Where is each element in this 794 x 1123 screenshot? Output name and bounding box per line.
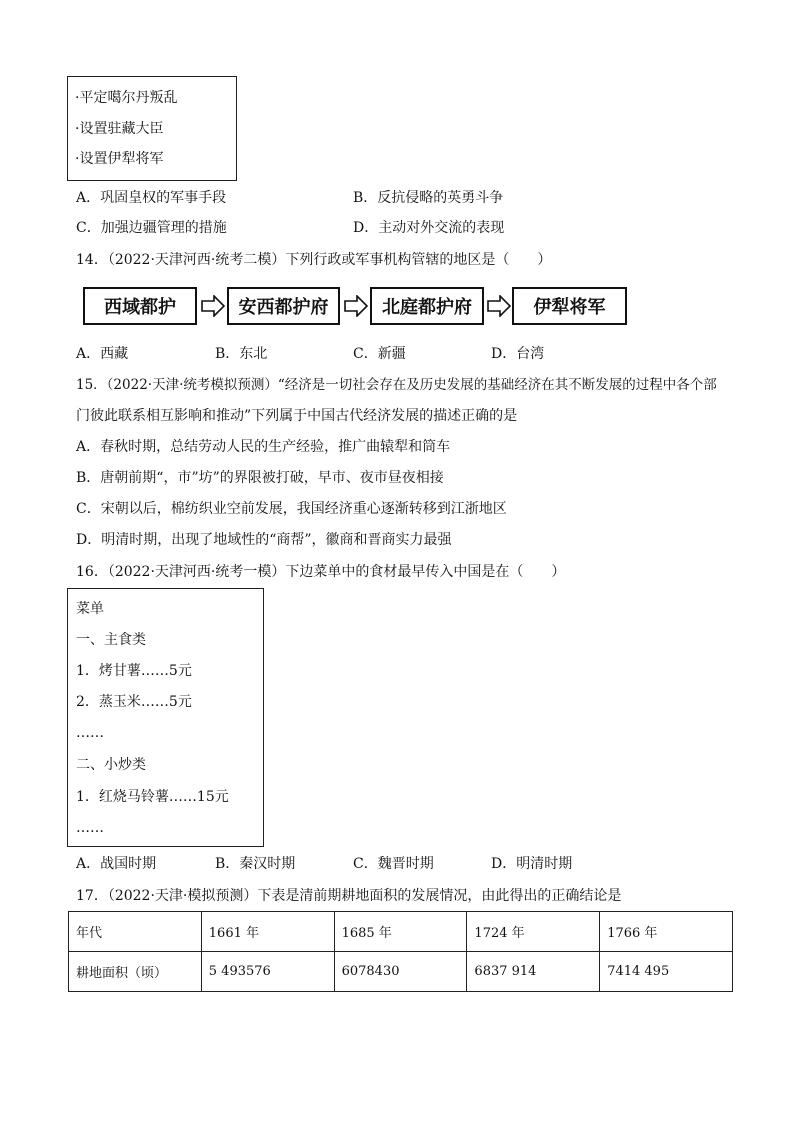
- arrow-right-icon: [344, 295, 368, 317]
- q15-option-c[interactable]: C．宋朝以后，棉纺织业空前发展，我国经济重心逐渐转移到江浙地区: [76, 501, 507, 517]
- flow-box-beiting: 北庭都护府: [370, 287, 484, 325]
- q16-option-c[interactable]: C．魏晋时期: [353, 856, 434, 872]
- table-row: [69, 952, 733, 992]
- menu-title: 菜单: [76, 601, 104, 617]
- table-cell: 5 493576: [201, 952, 334, 992]
- flow-box-yili: 伊犁将军: [512, 287, 627, 325]
- q14-stem: 14．（2022·天津河西·统考二模）下列行政或军事机构管辖的地区是（ ）: [76, 252, 552, 268]
- table-header-cell: 1685 年: [334, 912, 467, 952]
- table-header-cell: 1661 年: [201, 912, 334, 952]
- table-cell: 6837 914: [467, 952, 600, 992]
- table-header-cell: 1724 年: [467, 912, 600, 952]
- q13-info-item: ·设置驻藏大臣: [75, 121, 164, 137]
- q15-option-d[interactable]: D．明清时期，出现了地域性的“商帮”，徽商和晋商实力最强: [76, 532, 452, 548]
- q15-stem: 15．（2022·天津·统考模拟预测）“经济是一切社会存在及历史发展的基础经济在其不断发展的过程中各个部: [76, 377, 717, 393]
- q16-stem: 16．（2022·天津河西·统考一模）下边菜单中的食材最早传入中国是在（ ）: [76, 564, 566, 580]
- table-cell: 7414 495: [600, 952, 733, 992]
- q15-stem-cont: 门彼此联系相互影响和推动”下列属于中国古代经济发展的描述正确的是: [76, 408, 518, 424]
- q13-option-a[interactable]: A．巩固皇权的军事手段: [76, 190, 227, 206]
- q16-option-a[interactable]: A．战国时期: [76, 856, 157, 872]
- table-header-cell: 年代: [69, 912, 202, 952]
- q16-option-b[interactable]: B．秦汉时期: [215, 856, 296, 872]
- q16-option-d[interactable]: D．明清时期: [491, 856, 573, 872]
- q15-option-a[interactable]: A．春秋时期，总结劳动人民的生产经验，推广曲辕犁和筒车: [76, 439, 451, 455]
- q14-option-c[interactable]: C．新疆: [353, 346, 406, 362]
- menu-line: 一、主食类: [76, 632, 146, 648]
- arrow-right-icon: [201, 295, 225, 317]
- table-row: [69, 912, 733, 952]
- arrow-right-icon: [487, 295, 511, 317]
- menu-line: 1．烤甘薯……5元: [76, 663, 192, 679]
- table-header-cell: 1766 年: [600, 912, 733, 952]
- q13-option-b[interactable]: B．反抗侵略的英勇斗争: [353, 190, 504, 206]
- menu-line: 二、小炒类: [76, 757, 146, 773]
- q14-option-a[interactable]: A．西藏: [76, 346, 129, 362]
- q13-info-item: ·设置伊犁将军: [75, 151, 164, 167]
- table-cell: 耕地面积（顷）: [69, 952, 202, 992]
- menu-line: 2．蒸玉米……5元: [76, 694, 192, 710]
- q13-option-c[interactable]: C．加强边疆管理的措施: [76, 220, 227, 236]
- flow-box-anxi: 安西都护府: [227, 287, 340, 325]
- menu-line: 1．红烧马铃薯……15元: [76, 789, 229, 805]
- flow-box-xiyu: 西域都护: [83, 287, 197, 325]
- q16-menu-box: [67, 588, 264, 847]
- menu-line: ……: [76, 820, 104, 836]
- q13-option-d[interactable]: D．主动对外交流的表现: [353, 220, 505, 236]
- farmland-table: [68, 911, 733, 992]
- menu-line: ……: [76, 725, 104, 741]
- q15-option-b[interactable]: B．唐朝前期“，市”坊”的界限被打破，早市、夜市昼夜相接: [76, 470, 444, 486]
- table-cell: 6078430: [334, 952, 467, 992]
- q13-info-item: ·平定噶尔丹叛乱: [75, 90, 178, 106]
- q14-option-b[interactable]: B．东北: [215, 346, 268, 362]
- q17-stem: 17．（2022·天津·模拟预测）下表是清前期耕地面积的发展情况，由此得出的正确结论是: [76, 888, 622, 904]
- q14-option-d[interactable]: D．台湾: [491, 346, 545, 362]
